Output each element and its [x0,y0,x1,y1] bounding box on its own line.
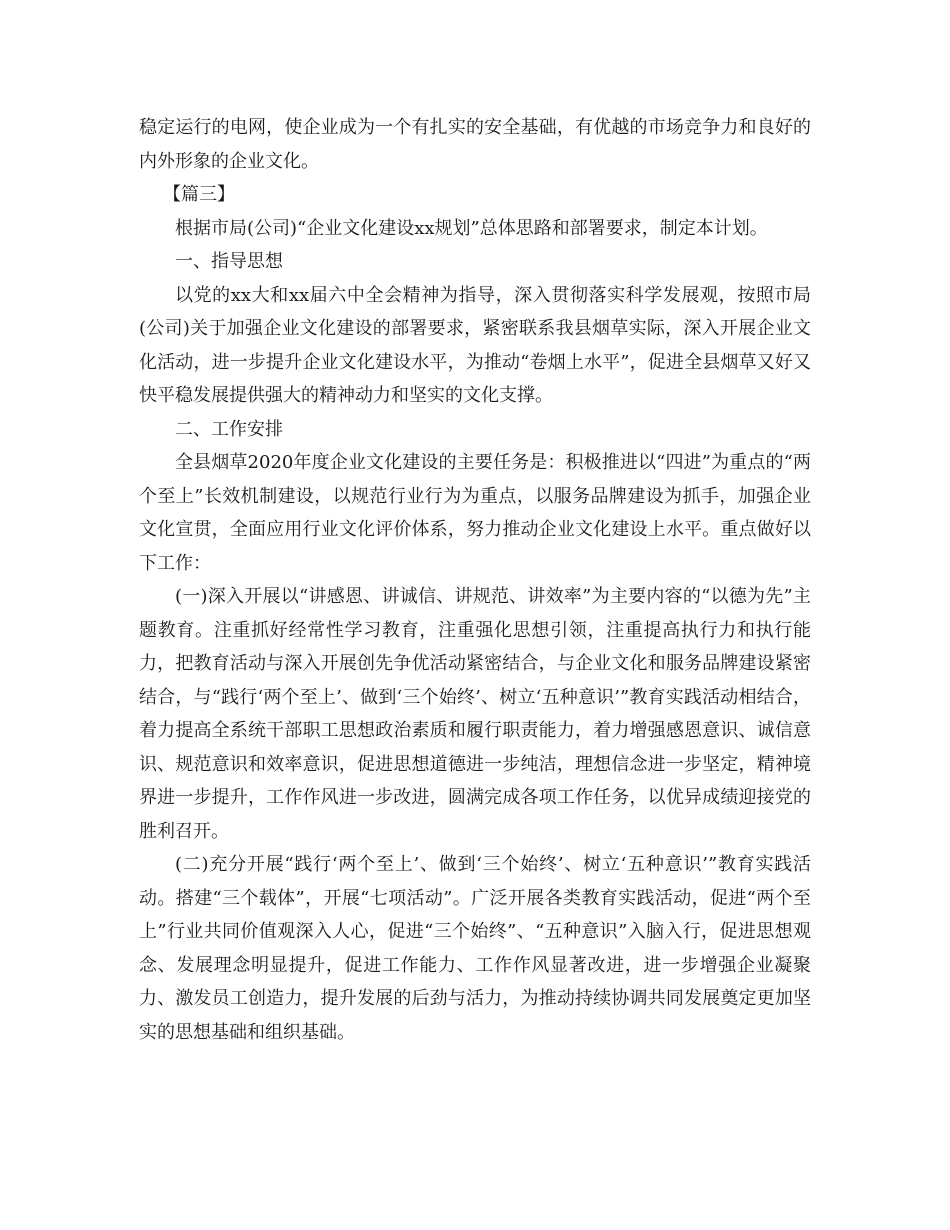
paragraph-main-tasks: 全县烟草2020年度企业文化建设的主要任务是：积极推进以“四进”为重点的“两个至上”长效机制建设，以规范行业行为为重点，以服务品牌建设为抓手，加强企业文化宣贯，全面应用行业文化评价体系，努力推动企业文化建设上水平。重点做好以下工作： [139,452,811,574]
heading-work-arrangement: 二、工作安排 [175,418,283,440]
paragraph-continuation: 稳定运行的电网，使企业成为一个有扎实的安全基础，有优越的市场竞争力和良好的内外形象的企业文化。 [139,117,811,172]
paragraph-intro: 根据市局(公司)“企业文化建设xx规划”总体思路和部署要求，制定本计划。 [175,217,768,239]
document-body [139,111,811,1049]
paragraph-item-one: (一)深入开展以“讲感恩、讲诚信、讲规范、讲效率”为主要内容的“以德为先”主题教育。注重抓好经常性学习教育，注重强化思想引领，注重提高执行力和执行能力，把教育活动与深入开展创先争优活动紧密结合，与企业文化和服务品牌建设紧密结合，与“践行‘两个至上’、做到‘三个始终’、树立‘五种意识’”教育实践活动相结合，着力提高全系统干部职工思想政治素质和履行职责能力，着力增强感恩意识、诚信意识、规范意识和效率意识，促进思想道德进一步纯洁，理想信念进一步坚定，精神境界进一步提升，工作作风进一步改进，圆满完成各项工作任务，以优异成绩迎接党的胜利召开。 [139,586,811,842]
paragraph-guiding-thought: 以党的xx大和xx届六中全会精神为指导，深入贯彻落实科学发展观，按照市局(公司)关于加强企业文化建设的部署要求，紧密联系我县烟草实际，深入开展企业文化活动，进一步提升企业文化建设水平，为推动“卷烟上水平”，促进全县烟草又好又快平稳发展提供强大的精神动力和坚实的文化支撑。 [139,284,811,406]
paragraph-item-two: (二)充分开展“践行‘两个至上’、做到‘三个始终’、树立‘五种意识’”教育实践活动。搭建“三个载体”，开展“七项活动”。广泛开展各类教育实践活动，促进“两个至上”行业共同价值观深入人心，促进“三个始终”、“五种意识”入脑入行，促进思想观念、发展理念明显提升，促进工作能力、工作作风显著改进，进一步增强企业凝聚力、激发员工创造力，提升发展的后劲与活力，为推动持续协调共同发展奠定更加坚实的思想基础和组织基础。 [139,854,811,1043]
section-label: 【篇三】 [163,184,235,205]
heading-guiding-thought: 一、指导思想 [175,251,283,272]
